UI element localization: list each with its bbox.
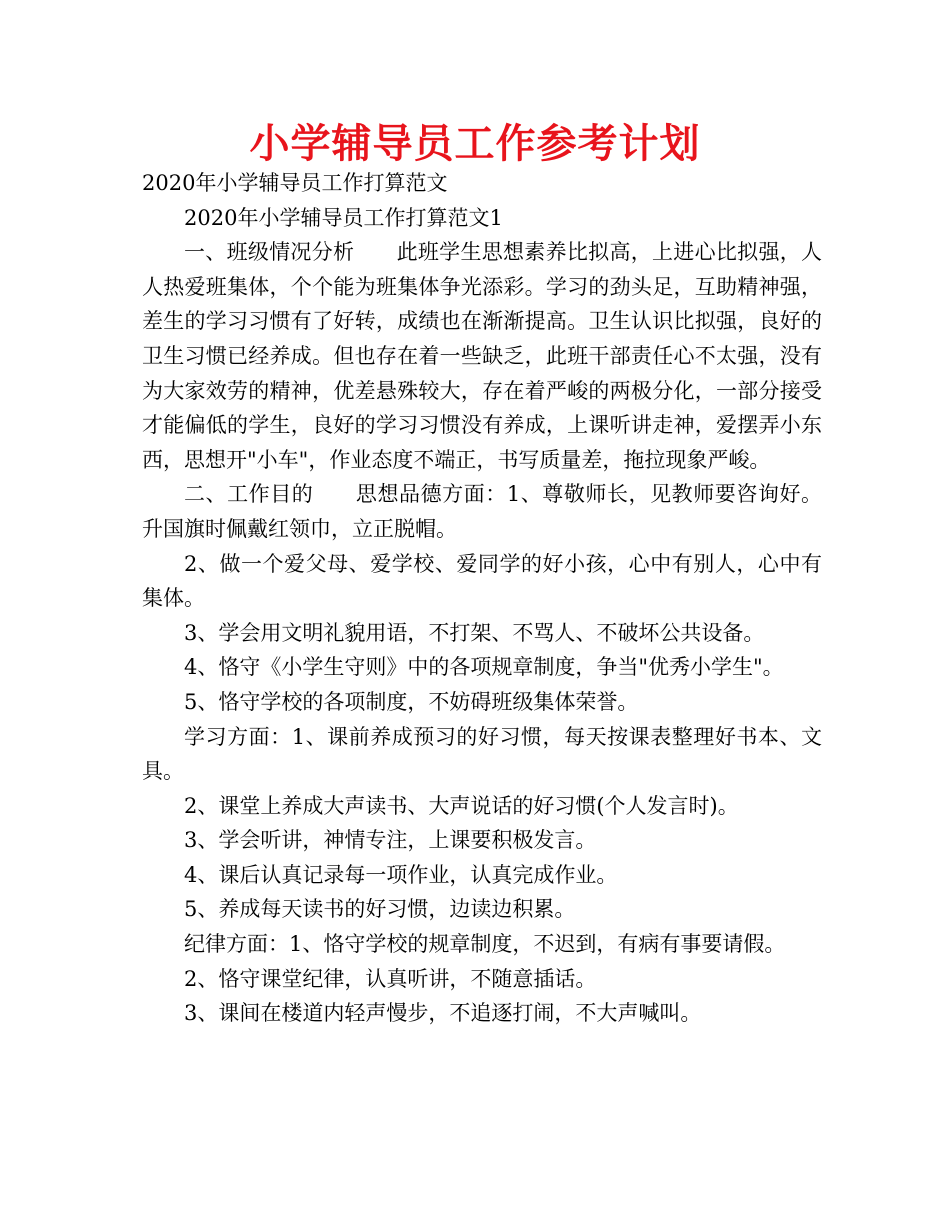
paragraph-text: 学习方面：1、课前养成预习的好习惯，每天按课表整理好书本、文具。 xyxy=(142,724,822,784)
paragraph-text: 5、养成每天读书的好习惯，边读边积累。 xyxy=(184,897,576,922)
paragraph-text: 2、课堂上养成大声读书、大声说话的好习惯(个人发言时)。 xyxy=(184,793,739,818)
paragraph xyxy=(142,962,822,997)
paragraph xyxy=(142,201,822,236)
paragraph-text: 思想品德方面：1、尊敬师长，见教师要咨询好。升国旗时佩戴红领巾，立正脱帽。 xyxy=(142,482,823,541)
paragraph-text: 3、学会用文明礼貌用语，不打架、不骂人、不破坏公共设备。 xyxy=(184,620,765,645)
paragraph-text: 5、恪守学校的各项制度，不妨碍班级集体荣誉。 xyxy=(184,689,639,714)
paragraph-text: 2、恪守课堂纪律，认真听讲，不随意插话。 xyxy=(184,966,597,991)
section-heading: 一、班级情况分析 xyxy=(184,240,355,265)
paragraph-text: 2020年小学辅导员工作打算范文1 xyxy=(184,205,503,230)
document-title: 小学辅导员工作参考计划 xyxy=(249,121,701,167)
paragraph-text: 4、课后认真记录每一项作业，认真完成作业。 xyxy=(184,862,618,887)
paragraph xyxy=(142,996,822,1031)
paragraph xyxy=(142,650,822,685)
document-body xyxy=(142,166,822,1031)
paragraph xyxy=(142,823,822,858)
paragraph-text: 4、恪守《小学生守则》中的各项规章制度，争当"优秀小学生"。 xyxy=(184,655,784,680)
section-heading: 二、工作目的 xyxy=(184,482,314,507)
paragraph xyxy=(142,547,822,616)
paragraph-text: 2、做一个爱父母、爱学校、爱同学的好小孩，心中有别人，心中有集体。 xyxy=(142,551,822,611)
paragraph xyxy=(142,616,822,651)
paragraph xyxy=(142,685,822,720)
paragraph xyxy=(142,892,822,927)
paragraph xyxy=(142,235,822,477)
paragraph xyxy=(142,927,822,962)
paragraph xyxy=(142,477,822,546)
paragraph xyxy=(142,789,822,824)
paragraph xyxy=(142,166,822,201)
paragraph-text: 3、课间在楼道内轻声慢步，不追逐打闹，不大声喊叫。 xyxy=(184,1001,702,1026)
paragraph xyxy=(142,858,822,893)
paragraph-text: 2020年小学辅导员工作打算范文 xyxy=(142,171,448,195)
paragraph xyxy=(142,720,822,789)
paragraph-text: 此班学生思想素养比拟高，上进心比拟强，人人热爱班集体，个个能为班集体争光添彩。学习的劲头足，互助精神强，差生的学习习惯有了好转，成绩也在渐渐提高。卫生认识比拟强，良好的卫生习惯已经养成。但也存在着一些缺乏，此班干部责任心不太强，没有为大家效劳的精神，优差悬殊较大，存在着严峻的两极分化，一部分接受才能偏低的学生，良好的学习习惯没有养成，上课听讲走神，爱摆弄小东西，思想开"小车"，作业态度不端正，书写质量差，拖拉现象严峻。 xyxy=(142,240,823,472)
paragraph-text: 纪律方面：1、恪守学校的规章制度，不迟到，有病有事要请假。 xyxy=(184,932,786,957)
paragraph-text: 3、学会听讲，神情专注，上课要积极发言。 xyxy=(184,828,597,853)
